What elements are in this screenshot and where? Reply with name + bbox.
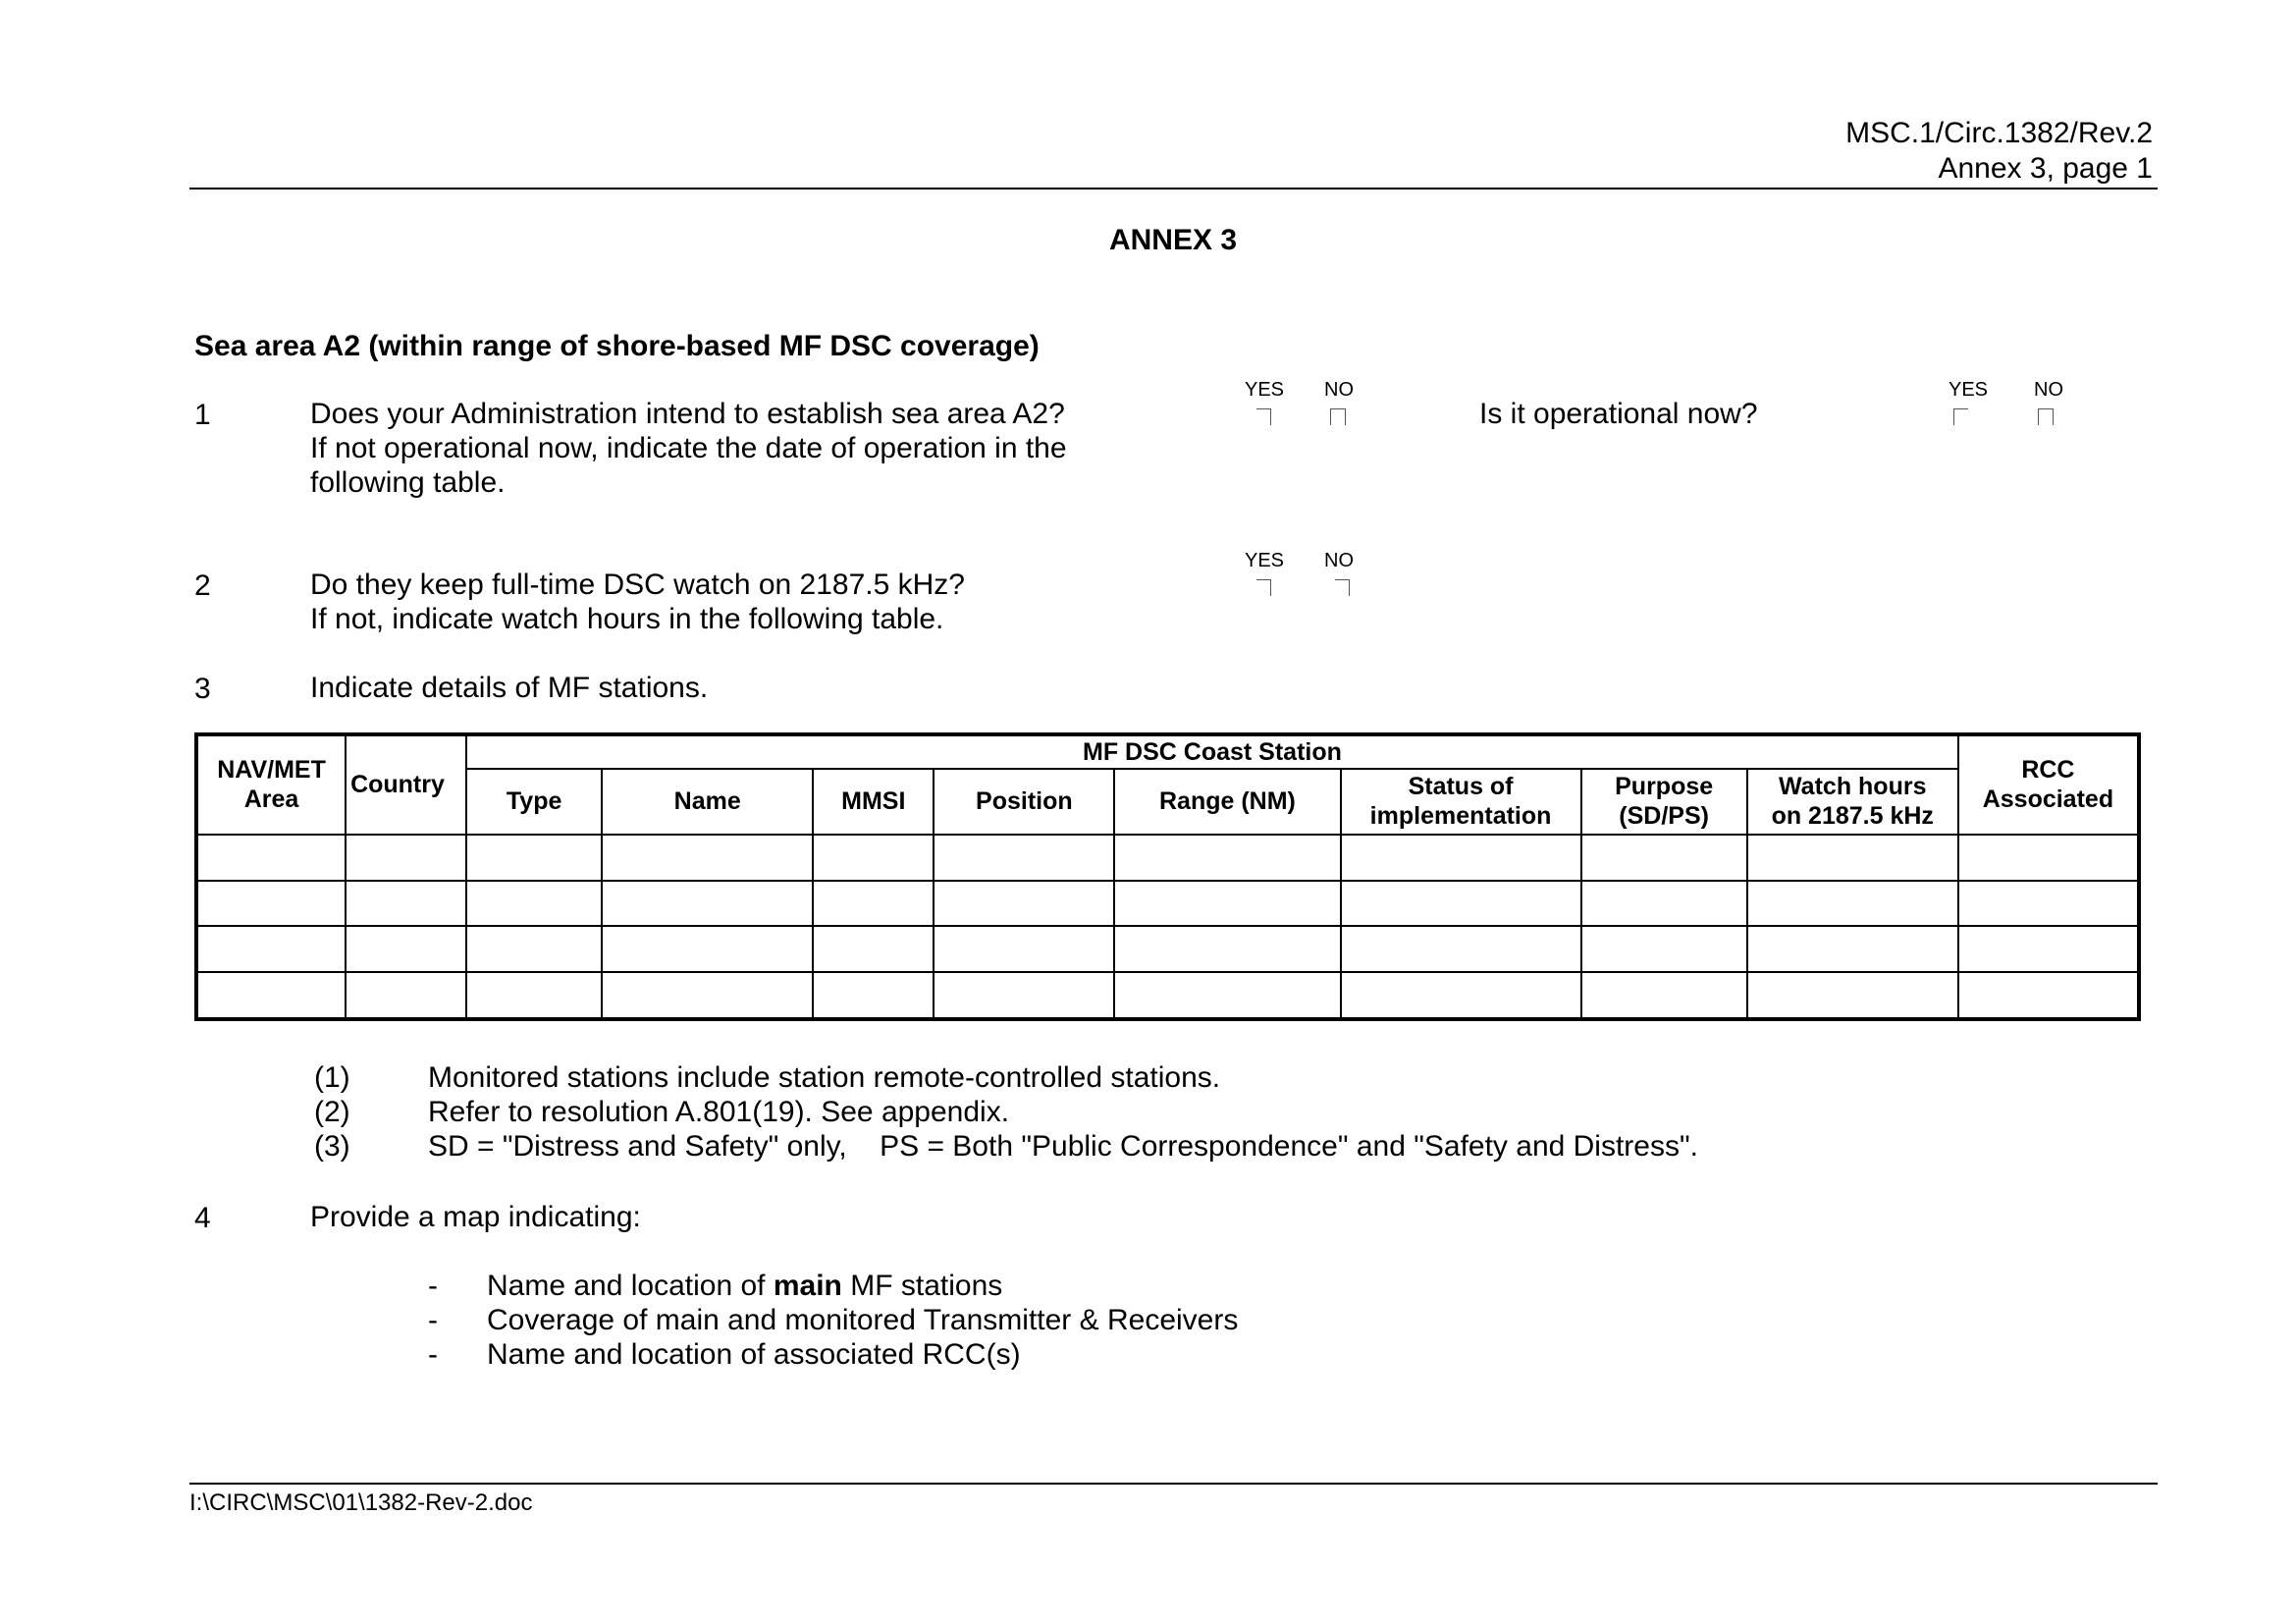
col-header-rcc: RCC Associated [1958, 734, 2139, 835]
q2-no-checkbox[interactable] [1335, 579, 1350, 596]
mf-dsc-coast-station-header: MF DSC Coast Station [466, 734, 1958, 769]
table-row [196, 972, 2139, 1019]
annex-title: ANNEX 3 [1108, 224, 1238, 256]
col-header-status: Status of implementation [1341, 769, 1581, 835]
note-3-number: (3) [314, 1130, 350, 1163]
q3-text: Indicate details of MF stations. [310, 672, 709, 704]
q1-no-label: NO [1324, 379, 1354, 401]
col-header-name: Name [602, 769, 813, 835]
note-1-number: (1) [314, 1061, 350, 1094]
q2-line1: Do they keep full-time DSC watch on 2187.5 kHz? [310, 568, 965, 601]
q1-followup: Is it operational now? [1479, 398, 1758, 430]
q1b-no-label: NO [2034, 379, 2063, 401]
bullet-2-text: Coverage of main and monitored Transmitter & Receivers [487, 1304, 1239, 1336]
q2-yes-checkbox[interactable] [1256, 579, 1271, 596]
q1-yes-checkbox[interactable] [1256, 408, 1271, 425]
col-header-navmet: NAV/MET Area [196, 734, 346, 835]
bullet-1-dash: - [428, 1270, 438, 1302]
bullet-2-dash: - [428, 1304, 438, 1336]
q3-number: 3 [194, 673, 211, 705]
q1-number: 1 [194, 399, 211, 431]
section-heading: Sea area A2 (within range of shore-based MF DSC coverage) [194, 330, 1040, 362]
note-3-text: SD = "Distress and Safety" only, PS = Both "Public Correspondence" and "Safety and Distress". [428, 1130, 1698, 1163]
bullet-3-text: Name and location of associated RCC(s) [487, 1338, 1021, 1371]
document-reference: MSC.1/Circ.1382/Rev.2 [1845, 117, 2153, 149]
col-header-position: Position [934, 769, 1114, 835]
q2-number: 2 [194, 569, 211, 602]
col-header-purpose: Purpose (SD/PS) [1581, 769, 1747, 835]
table-row [196, 835, 2139, 881]
bullet-1-text: Name and location of main MF stations [487, 1270, 1003, 1302]
note-2-text: Refer to resolution A.801(19). See appendix. [428, 1096, 1010, 1128]
q2-text [310, 568, 965, 636]
q2-yes-label: YES [1245, 550, 1285, 571]
col-header-type: Type [466, 769, 602, 835]
q1b-yes-label: YES [1949, 379, 1989, 401]
header-rule [189, 188, 2158, 189]
bullet-3-dash: - [428, 1338, 438, 1371]
q2-no-label: NO [1324, 550, 1354, 571]
table-row [196, 926, 2139, 972]
note-1-text: Monitored stations include station remote-controlled stations. [428, 1061, 1221, 1094]
q1b-no-checkbox[interactable] [2038, 408, 2054, 425]
page-indicator: Annex 3, page 1 [1938, 152, 2153, 185]
q2-line2: If not, indicate watch hours in the following table. [310, 603, 944, 635]
q1-line1: Does your Administration intend to establish sea area A2? [310, 398, 1065, 430]
footer-filepath: I:\CIRC\MSC\01\1382-Rev-2.doc [189, 1489, 533, 1516]
mf-stations-table [194, 732, 2141, 1021]
col-header-range: Range (NM) [1114, 769, 1340, 835]
q1-yes-label: YES [1245, 379, 1285, 401]
q4-text: Provide a map indicating: [310, 1201, 641, 1233]
col-header-mmsi: MMSI [813, 769, 934, 835]
q4-number: 4 [194, 1202, 211, 1234]
q1-text [310, 397, 1067, 500]
q1-line3: following table. [310, 466, 506, 499]
table-row [196, 881, 2139, 927]
col-header-watch-hours: Watch hours on 2187.5 kHz [1747, 769, 1958, 835]
q1-no-checkbox[interactable] [1330, 408, 1346, 425]
q1b-yes-checkbox[interactable] [1953, 408, 1968, 425]
note-2-number: (2) [314, 1096, 350, 1128]
col-header-country: Country [346, 734, 466, 835]
q1-line2: If not operational now, indicate the date of operation in the [310, 432, 1067, 464]
footer-rule [189, 1483, 2158, 1485]
